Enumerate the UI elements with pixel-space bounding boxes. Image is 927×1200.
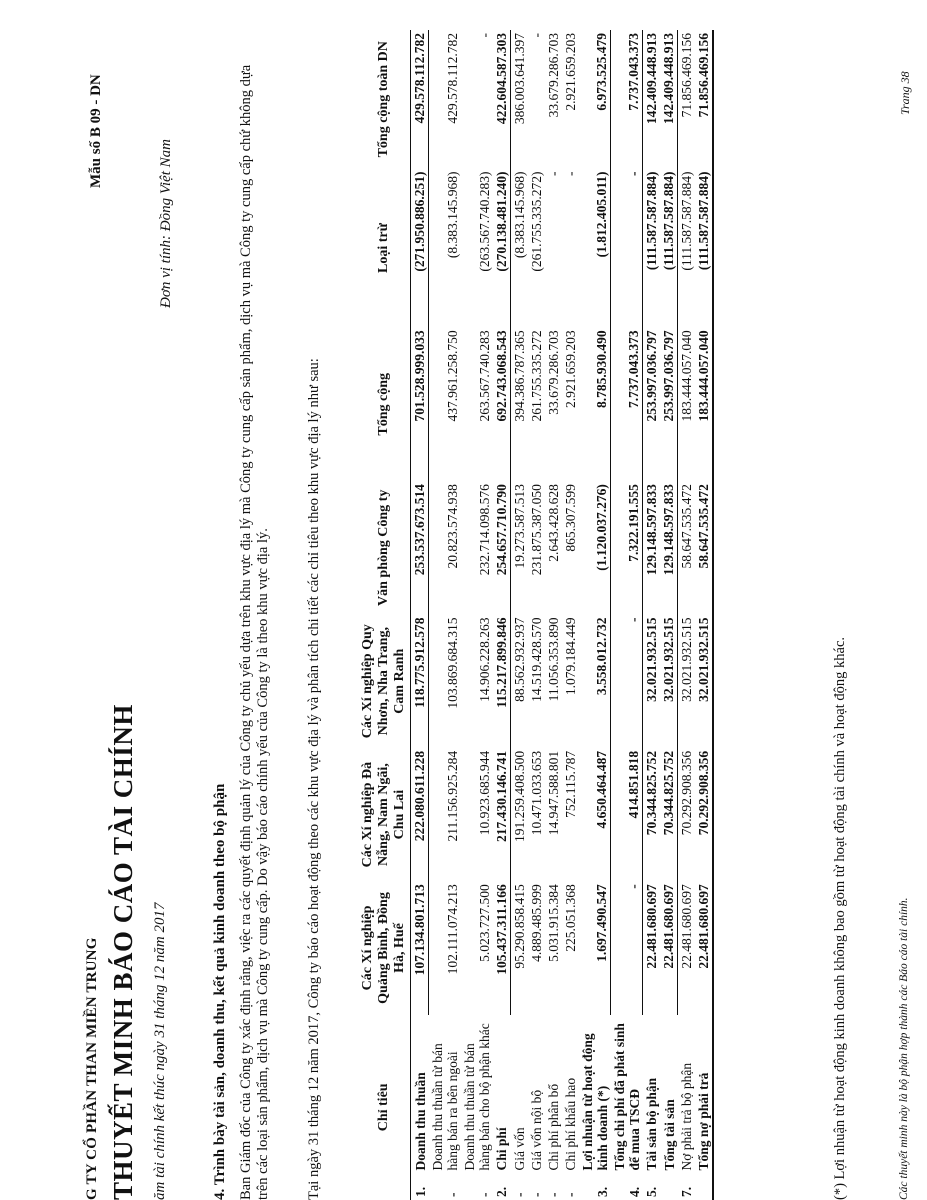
section-title: 4. Trình bày tài sản, doanh thu, kết quả kinh doanh theo bộ phận xyxy=(212,783,228,1200)
row-value: 32.021.932.515 xyxy=(644,617,659,702)
row-label: Doanh thu thuần từ bán hàng bán ra bên ngoài xyxy=(429,1043,460,1171)
row-value: (270.138.481.240) xyxy=(493,169,511,328)
row-value: 33.679.286.703 xyxy=(545,330,561,415)
table-row xyxy=(579,30,611,1200)
row-value: 22.481.680.697 xyxy=(644,884,659,969)
row-value: (1.120.037.276) xyxy=(579,481,611,614)
row-value: 254.657.710.790 xyxy=(493,481,511,614)
fiscal-period: ăm tài chính kết thúc ngày 31 tháng 12 năm 2017 xyxy=(152,902,168,1200)
row-value: 14.519.428.570 xyxy=(528,617,544,702)
row-number: - xyxy=(511,1192,527,1197)
table-row xyxy=(660,30,678,1200)
row-value: 183.444.057.040 xyxy=(695,327,713,481)
row-value: - xyxy=(545,171,561,177)
col-header-total: Tổng cộng xyxy=(358,327,411,481)
row-number: 3. xyxy=(594,1186,610,1197)
row-number: 7. xyxy=(679,1186,694,1197)
row-value: (111.587.587.884) xyxy=(644,171,659,271)
row-value: 129.148.597.833 xyxy=(644,484,659,576)
row-number: 2. xyxy=(494,1186,509,1197)
row-value: 3.558.012.732 xyxy=(579,615,611,748)
page-number: Trang 38 xyxy=(898,71,912,115)
row-value: (263.567.740.283) xyxy=(476,171,492,272)
col-header-elimination: Loại trừ xyxy=(358,169,411,328)
row-value: 414.851.818 xyxy=(611,748,643,881)
row-label: Lợi nhuận từ hoạt động kinh doanh (*) xyxy=(579,1033,610,1171)
row-value: 225.051.368 xyxy=(562,884,578,952)
row-value: (271.950.886.251) xyxy=(411,169,429,328)
row-value: (8.383.145.968) xyxy=(444,171,460,259)
row-value: 2.643.428.628 xyxy=(545,484,561,562)
table-row xyxy=(643,30,661,1200)
row-value: 865.307.599 xyxy=(562,484,578,552)
section-paragraph-1: Ban Giám đốc của Công ty xác định rằng, việc ra các quyết định quản lý của Công ty chủ yếu dựa trên khu vực địa lý mà Công ty cung cấp sản phẩm, dịch vụ mà Công ty cung cấp chứ không dựa trên các loại sản phẩm, dịch vụ mà Công ty cung cấp. Do vậy báo cáo chính yếu của Công ty là theo khu vực địa lý. xyxy=(238,64,271,1200)
row-number: 4. xyxy=(626,1186,642,1197)
row-value: 263.567.740.283 xyxy=(476,330,492,422)
row-value: 107.134.801.713 xyxy=(411,881,429,1014)
row-value: 129.148.597.833 xyxy=(660,481,678,614)
col-header-da-nang: Các Xí nghiệp Đà Nẵng, Nam Ngãi, Chu Lai xyxy=(358,748,411,881)
row-value: (111.587.587.884) xyxy=(660,169,678,328)
row-value: 1.697.490.547 xyxy=(579,881,611,1014)
footer-note-left: Các thuyết minh này là bộ phận hợp thành các Báo cáo tài chính. xyxy=(898,897,910,1200)
row-value: 95.290.858.415 xyxy=(511,884,527,969)
currency-unit: Đơn vị tính: Đồng Việt Nam xyxy=(158,139,174,308)
row-label: Tài sản bộ phận xyxy=(644,1077,659,1171)
row-value: 102.111.074.213 xyxy=(444,884,460,975)
row-value: (111.587.587.884) xyxy=(679,171,694,271)
row-value: 429.578.112.782 xyxy=(411,30,429,169)
row-value: 1.079.184.449 xyxy=(562,617,578,696)
row-value: 232.714.098.576 xyxy=(476,484,492,576)
row-value: 191.259.408.500 xyxy=(511,750,527,843)
row-value: (1.812.405.011) xyxy=(579,169,611,328)
row-value: 70.344.825.752 xyxy=(660,748,678,881)
row-value: - xyxy=(611,881,643,1014)
row-number xyxy=(695,1174,713,1200)
row-value: 142.409.448.913 xyxy=(644,33,659,125)
row-value: 14.947.588.801 xyxy=(545,750,561,836)
row-value: 7.737.043.373 xyxy=(611,30,643,169)
row-value: 752.115.787 xyxy=(562,750,578,818)
table-row xyxy=(528,30,545,1200)
row-value: 5.023.727.500 xyxy=(476,884,492,962)
row-value: 32.021.932.515 xyxy=(679,617,694,702)
row-value: 22.481.680.697 xyxy=(695,881,713,1014)
row-value: 253.997.036.797 xyxy=(644,330,659,422)
row-value: 437.961.258.750 xyxy=(444,330,460,422)
col-header-company-total: Tổng cộng toàn DN xyxy=(358,30,411,169)
table-header-row xyxy=(358,30,411,1200)
row-value: 7.737.043.373 xyxy=(611,327,643,481)
row-value: 22.481.680.697 xyxy=(679,884,694,969)
row-value: 4.889.485.999 xyxy=(528,884,544,962)
document-title: THUYẾT MINH BÁO CÁO TÀI CHÍNH xyxy=(108,704,138,1200)
table-row xyxy=(461,30,493,1200)
row-number: - xyxy=(444,1192,460,1197)
row-value: 71.856.469.156 xyxy=(695,30,713,169)
row-value: 19.273.587.513 xyxy=(511,484,527,569)
row-value: 8.785.930.490 xyxy=(579,327,611,481)
row-value: 32.021.932.515 xyxy=(660,615,678,748)
row-value: 253.537.673.514 xyxy=(411,481,429,614)
row-value: 20.823.574.938 xyxy=(444,484,460,569)
row-value: 32.021.932.515 xyxy=(695,615,713,748)
row-value: 422.604.587.303 xyxy=(493,30,511,169)
row-label: Tổng nợ phải trả xyxy=(695,1015,713,1174)
table-row xyxy=(510,30,528,1200)
table-row xyxy=(611,30,643,1200)
row-value: (111.587.587.884) xyxy=(695,169,713,328)
row-value: 4.650.464.487 xyxy=(579,748,611,881)
section-paragraph-2: Tại ngày 31 tháng 12 năm 2017, Công ty báo cáo hoạt động theo các khu vực địa lý và phân tích chi tiết các chỉ tiêu theo khu vực địa lý như sau: xyxy=(306,358,322,1200)
row-value: - xyxy=(611,615,643,748)
row-value: 11.056.353.890 xyxy=(545,617,561,702)
row-value: 33.679.286.703 xyxy=(545,33,561,118)
row-number: 5. xyxy=(644,1186,659,1197)
row-value: 211.156.925.284 xyxy=(444,750,460,842)
table-row xyxy=(678,30,696,1200)
row-value: 386.003.641.397 xyxy=(511,33,527,125)
table-row xyxy=(695,30,713,1200)
row-number: - xyxy=(476,1192,492,1197)
footnote: (*) Lợi nhuận từ hoạt động kinh doanh không bao gồm từ hoạt động tài chính và hoạt động khác. xyxy=(832,636,848,1200)
row-value: 692.743.068.543 xyxy=(493,327,511,481)
row-number: - xyxy=(545,1192,561,1197)
row-value: 429.578.112.782 xyxy=(444,33,460,124)
row-label: Tổng chi phí đã phát sinh để mua TSCĐ xyxy=(611,1023,642,1171)
row-value: 261.755.335.272 xyxy=(528,330,544,422)
row-value: - xyxy=(528,33,544,38)
row-value: 2.921.659.203 xyxy=(562,33,578,111)
row-value: 14.906.228.263 xyxy=(476,617,492,702)
row-value: 7.322.191.555 xyxy=(611,481,643,614)
row-value: - xyxy=(476,33,492,38)
row-label: Giá vốn nội bộ xyxy=(528,1089,544,1171)
row-value: - xyxy=(611,169,643,328)
row-value: 88.562.932.937 xyxy=(511,617,527,702)
table-row xyxy=(545,30,562,1200)
row-number xyxy=(660,1174,678,1200)
row-value: 5.031.915.384 xyxy=(545,884,561,962)
col-header-indicator: Chỉ tiêu xyxy=(358,1015,411,1200)
row-value: 58.647.535.472 xyxy=(695,481,713,614)
table-row xyxy=(493,30,511,1200)
company-name: G TY CỔ PHẦN THAN MIỀN TRUNG xyxy=(84,937,100,1200)
table-row xyxy=(429,30,461,1200)
col-header-head-office: Văn phòng Công ty xyxy=(358,481,411,614)
row-label: Giá vốn xyxy=(511,1127,527,1171)
row-value: 142.409.448.913 xyxy=(660,30,678,169)
form-number: Mẫu số B 09 - DN xyxy=(88,74,104,188)
row-value: 183.444.057.040 xyxy=(679,330,694,422)
row-value: 253.997.036.797 xyxy=(660,327,678,481)
table-body xyxy=(411,30,714,1200)
col-header-quang-binh: Các Xí nghiệp Quảng Bình, Đồng Hà, Huế xyxy=(358,881,411,1014)
row-value: 71.856.469.156 xyxy=(679,33,694,118)
row-value: (8.383.145.968) xyxy=(511,171,527,259)
row-value: 231.875.387.050 xyxy=(528,484,544,576)
row-value: 10.923.685.944 xyxy=(476,750,492,836)
row-value: - xyxy=(562,171,578,177)
row-value: 103.869.684.315 xyxy=(444,617,460,709)
row-number: - xyxy=(562,1192,578,1197)
row-value: 58.647.535.472 xyxy=(679,484,694,569)
col-header-quy-nhon: Các Xí nghiệp Quy Nhơn, Nha Trang, Cam Ranh xyxy=(358,615,411,748)
table-row xyxy=(562,30,579,1200)
row-value: 118.775.912.578 xyxy=(411,615,429,748)
row-label: Doanh thu thuần xyxy=(412,1072,428,1171)
row-number: - xyxy=(528,1192,544,1197)
row-label: Chi phí phân bổ xyxy=(545,1083,561,1171)
row-value: 22.481.680.697 xyxy=(660,881,678,1014)
row-value: 115.217.899.846 xyxy=(493,615,511,748)
row-value: 222.080.611.228 xyxy=(411,748,429,881)
table-row xyxy=(411,30,429,1200)
row-value: 394.386.787.365 xyxy=(511,330,527,422)
row-value: 10.471.033.653 xyxy=(528,750,544,836)
row-label: Nợ phải trả bộ phận xyxy=(679,1062,694,1171)
row-value: 2.921.659.203 xyxy=(562,330,578,408)
row-value: (261.755.335.272) xyxy=(528,171,544,272)
segment-table-wrap xyxy=(358,30,714,1200)
row-value: 217.430.146.741 xyxy=(493,748,511,881)
row-label: Doanh thu thuần từ bán hàng bán cho bộ phận khác xyxy=(461,1023,492,1171)
row-value: 70.292.908.356 xyxy=(695,748,713,881)
segment-table xyxy=(358,30,714,1200)
row-label: Tổng tài sản xyxy=(661,1099,677,1171)
row-value: 6.973.525.479 xyxy=(579,30,611,169)
row-value: 70.292.908.356 xyxy=(679,750,694,836)
row-value: 701.528.999.033 xyxy=(411,327,429,481)
row-value: 70.344.825.752 xyxy=(644,750,659,836)
row-value: 105.437.311.166 xyxy=(493,881,511,1014)
row-number: 1. xyxy=(412,1186,428,1197)
row-label: Chi phí khấu hao xyxy=(562,1077,578,1171)
row-label: Chi phí xyxy=(494,1127,509,1171)
